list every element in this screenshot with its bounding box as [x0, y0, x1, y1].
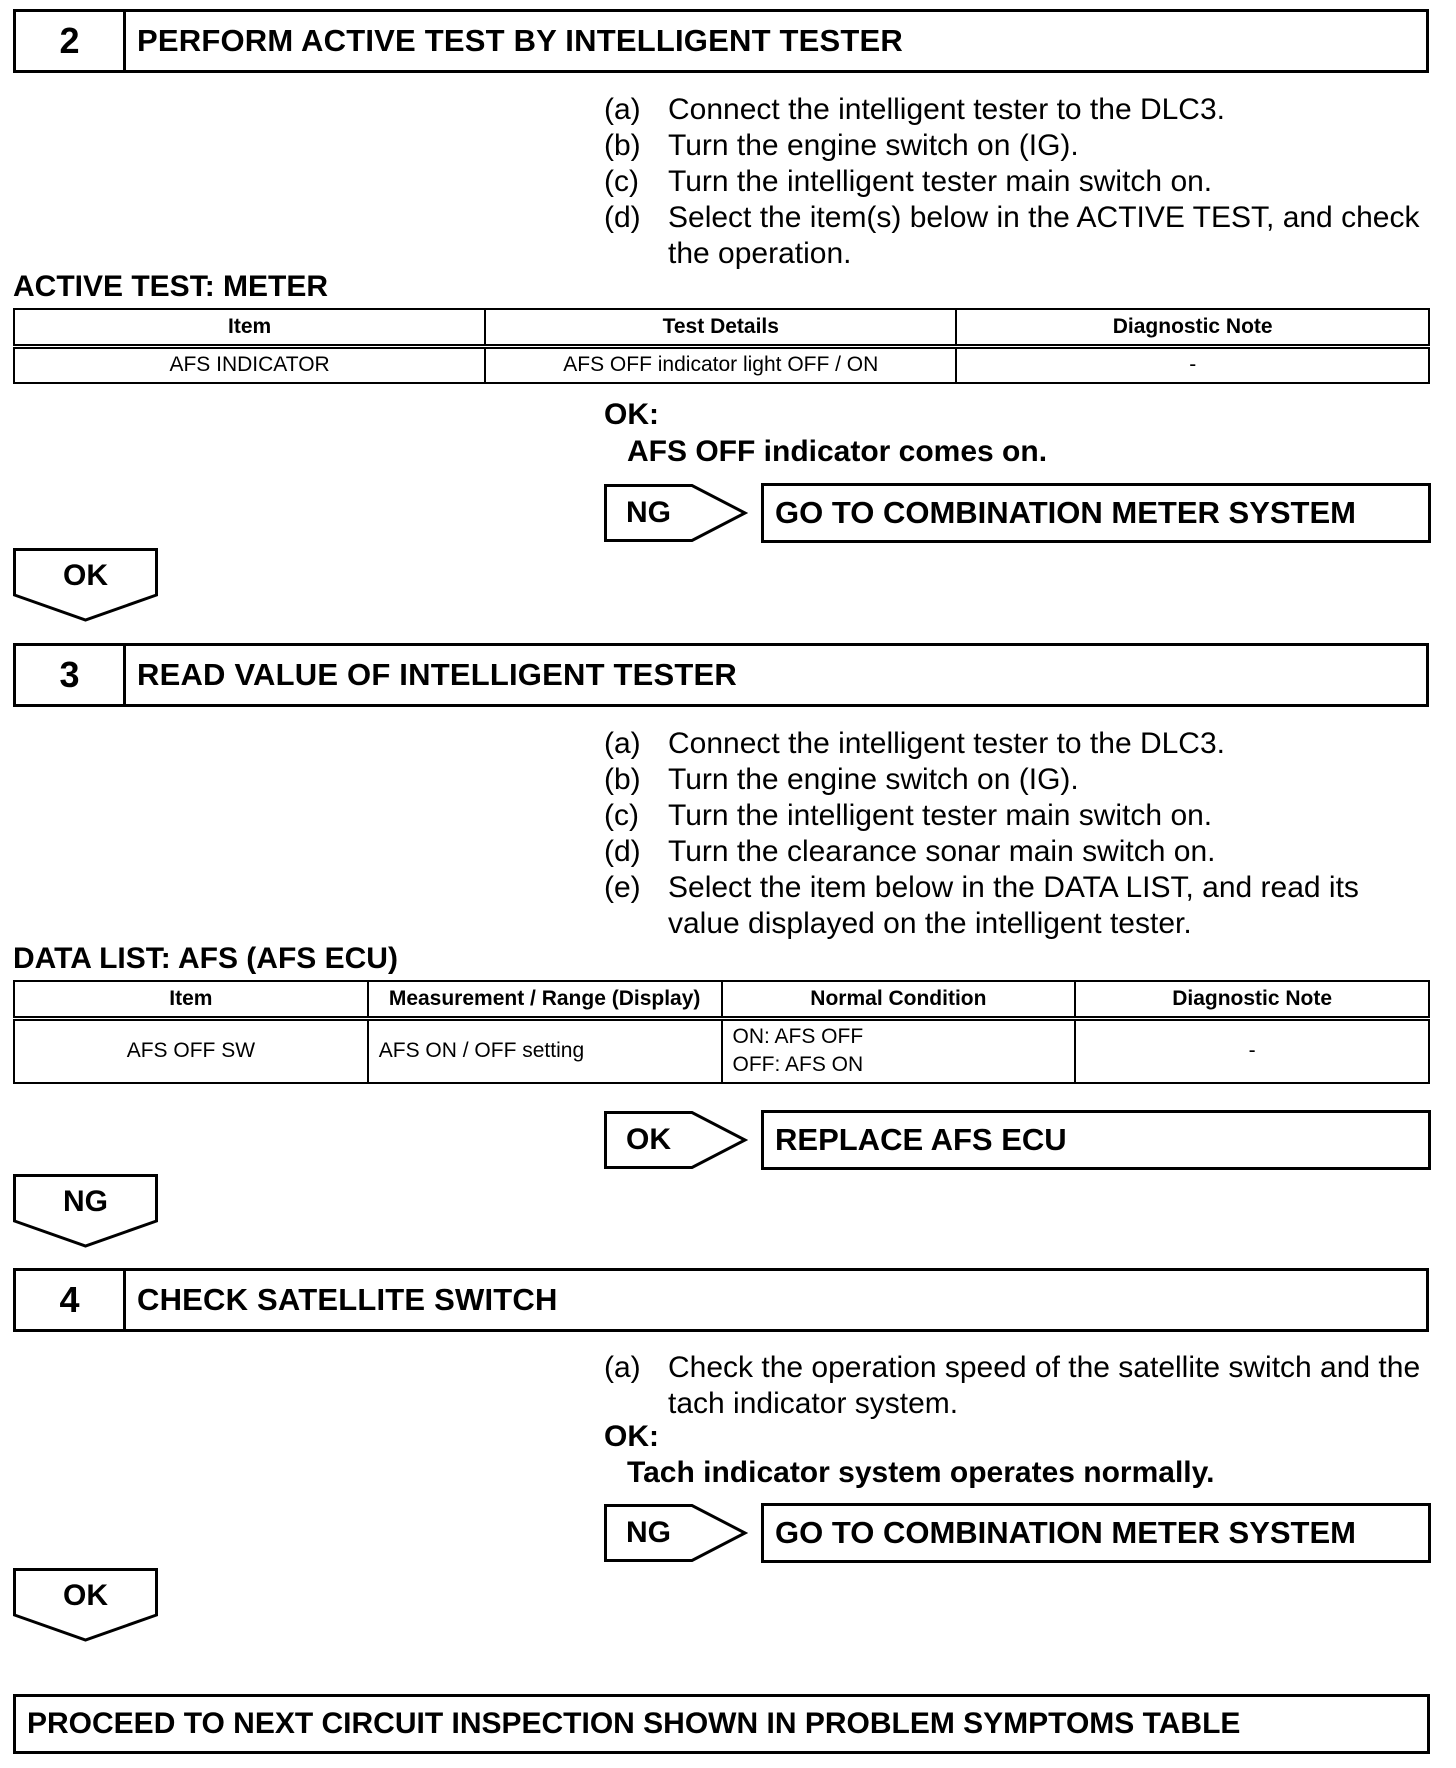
table-cell: AFS ON / OFF setting — [368, 1019, 722, 1083]
branch-target: GO TO COMBINATION METER SYSTEM — [761, 483, 1431, 543]
branch-label: OK — [626, 1123, 671, 1156]
column-header: Item — [14, 981, 368, 1019]
instruction-item: (d) Turn the clearance sonar main switch on. — [604, 835, 1216, 868]
instruction-item: (b) Turn the engine switch on (IG). — [604, 129, 1079, 162]
continue-label: NG — [63, 1185, 108, 1218]
step-title: READ VALUE OF INTELLIGENT TESTER — [137, 657, 738, 692]
data-list-table — [13, 980, 1430, 1084]
step-2-instructions — [604, 92, 1424, 272]
instruction-item: (a) Connect the intelligent tester to the DLC3. — [604, 93, 1225, 126]
step-4-instructions — [604, 1350, 1424, 1422]
column-header: Diagnostic Note — [1075, 981, 1429, 1019]
table-row — [14, 1019, 1429, 1083]
table-cell — [722, 1019, 1076, 1083]
condition-line: ON: AFS OFF — [732, 1025, 864, 1049]
column-header: Measurement / Range (Display) — [368, 981, 722, 1019]
column-header: Diagnostic Note — [956, 309, 1429, 347]
ng-continue-tag — [13, 1174, 158, 1248]
step-4-header — [13, 1268, 1429, 1332]
step-title: CHECK SATELLITE SWITCH — [137, 1282, 558, 1317]
step-number: 4 — [16, 1271, 126, 1329]
column-header: Normal Condition — [722, 981, 1076, 1019]
ok-continue-tag — [13, 548, 158, 622]
table-caption: ACTIVE TEST: METER — [13, 270, 329, 303]
ok-criteria-text: Tach indicator system operates normally. — [627, 1456, 1215, 1489]
branch-label: NG — [626, 496, 671, 529]
step-2-header — [13, 9, 1429, 73]
ok-continue-tag — [13, 1568, 158, 1642]
continue-label: OK — [63, 559, 108, 592]
branch-label: NG — [626, 1516, 671, 1549]
table-caption: DATA LIST: AFS (AFS ECU) — [13, 942, 398, 975]
condition-line: OFF: AFS ON — [732, 1053, 864, 1077]
active-test-table — [13, 308, 1430, 384]
ng-branch-tag — [604, 1504, 748, 1562]
step-number: 3 — [16, 646, 126, 704]
table-cell: AFS OFF indicator light OFF / ON — [485, 347, 956, 383]
instruction-item: (a) Check the operation speed of the satellite switch and the tach indicator system. — [604, 1351, 1421, 1420]
column-header: Test Details — [485, 309, 956, 347]
continue-label: OK — [63, 1579, 108, 1612]
instruction-item: (c) Turn the intelligent tester main switch on. — [604, 799, 1213, 832]
ng-branch-tag — [604, 484, 748, 542]
final-step-box: PROCEED TO NEXT CIRCUIT INSPECTION SHOWN IN PROBLEM SYMPTOMS TABLE — [13, 1694, 1430, 1754]
instruction-item: (b) Turn the engine switch on (IG). — [604, 763, 1079, 796]
branch-target: GO TO COMBINATION METER SYSTEM — [761, 1503, 1431, 1563]
table-cell: - — [1075, 1019, 1429, 1083]
table-cell: - — [956, 347, 1429, 383]
instruction-item: (a) Connect the intelligent tester to the DLC3. — [604, 727, 1225, 760]
step-3-header — [13, 643, 1429, 707]
table-row — [14, 347, 1429, 383]
table-header-row — [14, 981, 1429, 1019]
step-3-instructions — [604, 726, 1424, 942]
step-number: 2 — [16, 12, 126, 70]
instruction-item: (e) Select the item below in the DATA LIST, and read its value displayed on the intelligent tester. — [604, 871, 1359, 940]
instruction-item: (c) Turn the intelligent tester main switch on. — [604, 165, 1213, 198]
table-header-row — [14, 309, 1429, 347]
instruction-item: (d) Select the item(s) below in the ACTIVE TEST, and check the operation. — [604, 201, 1420, 270]
step-title: PERFORM ACTIVE TEST BY INTELLIGENT TESTER — [137, 23, 904, 58]
ok-criteria-label: OK: — [604, 398, 659, 431]
branch-target: REPLACE AFS ECU — [761, 1110, 1431, 1170]
ok-criteria-label: OK: — [604, 1420, 659, 1453]
ok-criteria-text: AFS OFF indicator comes on. — [627, 435, 1048, 468]
table-cell: AFS INDICATOR — [14, 347, 485, 383]
column-header: Item — [14, 309, 485, 347]
table-cell: AFS OFF SW — [14, 1019, 368, 1083]
ok-branch-tag — [604, 1111, 748, 1169]
